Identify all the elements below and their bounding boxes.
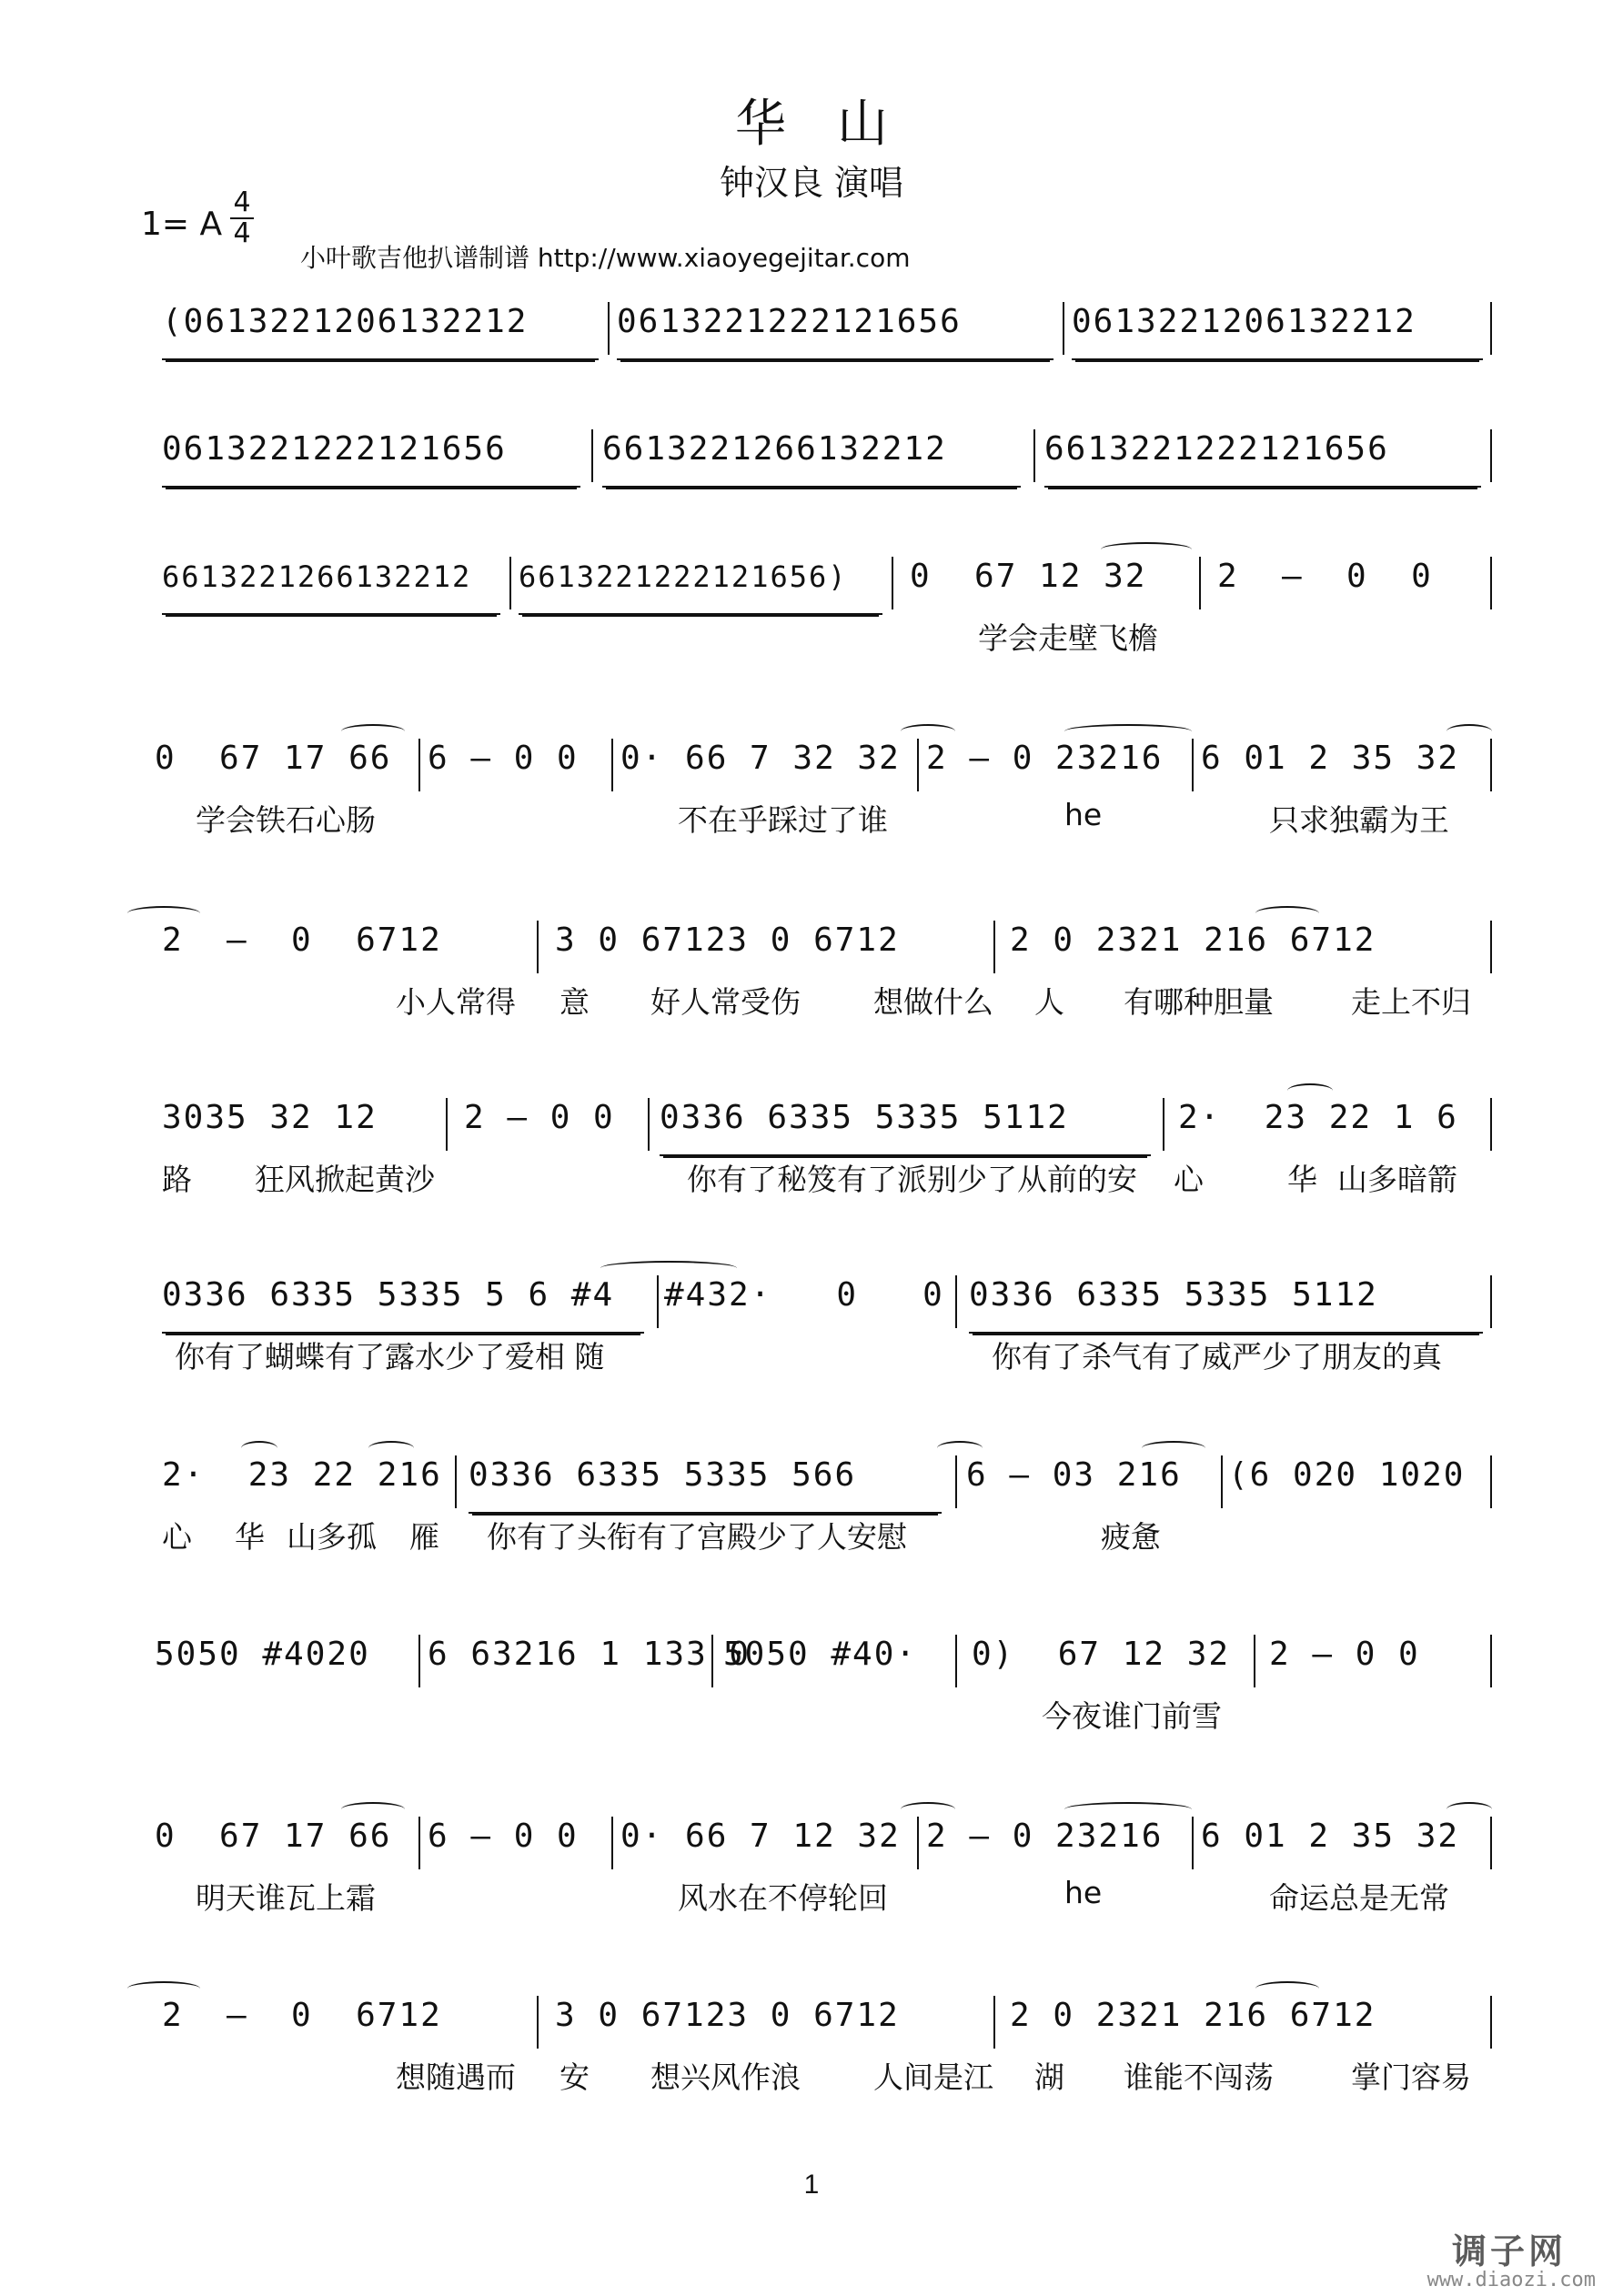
lyric: 山多孤: [287, 1519, 377, 1555]
lyric: 心: [162, 1519, 192, 1555]
lyric: 学会铁石心肠: [196, 802, 376, 838]
measure-group: 0 67 17 66: [155, 1818, 392, 1855]
lyric: 有哪种胆量: [1124, 984, 1274, 1020]
measure-group: 0336 6335 5335 5 6 #4: [162, 1274, 644, 1334]
measure-group: 0336 6335 5335 566: [469, 1454, 942, 1514]
measure-group: 0 67 12 32: [910, 558, 1147, 595]
measure-group: 2 — 0 6712: [162, 921, 442, 959]
lyric: 风水在不停轮回: [678, 1880, 888, 1916]
lyric: 想做什么: [873, 984, 993, 1020]
measure-group: 6 — 0 0: [428, 1818, 579, 1855]
score-row-4: [155, 737, 1492, 838]
lyric: 意: [559, 984, 590, 1020]
lyric: 华: [235, 1519, 265, 1555]
lyric: 谁能不闯荡: [1124, 2059, 1274, 2095]
measure-group: 2 — 0 0: [1269, 1636, 1420, 1673]
song-title: 华山: [735, 95, 939, 154]
lyric: 雁: [409, 1519, 439, 1555]
measure-group: 0 67 17 66: [155, 740, 392, 777]
time-signature: [230, 186, 254, 249]
score-row-3: [155, 555, 1492, 656]
score-row-11: [155, 1994, 1492, 2095]
lyric: 你有了秘笈有了派别少了从前的安: [687, 1162, 1137, 1197]
score-row-2: [155, 428, 1492, 486]
score-row-8: [155, 1454, 1492, 1555]
measure-group: 6613221222121656): [519, 555, 882, 615]
score-row-7: [155, 1274, 1492, 1375]
measure-group: 2 0 2321 216 6712: [1010, 921, 1376, 959]
lyric: 人间是江: [873, 2059, 993, 2095]
score-row-6: [155, 1096, 1492, 1197]
measure-group: 6 01 2 35 32: [1201, 1818, 1460, 1855]
lyric: 山多暗箭: [1337, 1162, 1457, 1197]
lyric: 只求独霸为王: [1269, 802, 1449, 838]
measure-group: 2 — 0 23216: [926, 740, 1164, 777]
score-row-5: [155, 919, 1492, 1020]
measure-group: 3 0 67123 0 6712: [555, 921, 900, 959]
lyric: 人: [1034, 984, 1064, 1020]
measure-group: 2 0 2321 216 6712: [1010, 1997, 1376, 2034]
score-row-1: [155, 300, 1492, 358]
measure-group: 2 — 0 23216: [926, 1818, 1164, 1855]
measure-group: 3035 32 12: [162, 1099, 378, 1136]
lyric: 想随遇而: [396, 2059, 516, 2095]
score-row-9: [155, 1633, 1492, 1734]
measure-group: 6613221266132212: [602, 428, 1021, 488]
lyric: 你有了头衔有了宫殿少了人安慰: [487, 1519, 907, 1555]
measure-group: 6613221266132212: [162, 555, 500, 615]
singer-credit: 钟汉良 演唱: [719, 163, 904, 203]
measure-group: 6 01 2 35 32: [1201, 740, 1460, 777]
measure-group: 2· 23 22 216: [162, 1456, 442, 1494]
measure-group: 0· 66 7 12 32: [620, 1818, 901, 1855]
lyric: 好人常受伤: [650, 984, 801, 1020]
lyric: 狂风掀起黄沙: [255, 1162, 435, 1197]
measure-group: 2 — 0 0: [464, 1099, 615, 1136]
watermark-url: www.diaozi.com: [1426, 2269, 1596, 2291]
lyric: 学会走壁飞檐: [978, 620, 1158, 656]
measure-group: 6613221222121656: [1044, 428, 1481, 488]
lyric: 今夜谁门前雪: [1042, 1698, 1222, 1734]
lyric: 疲惫: [1101, 1519, 1161, 1555]
measure-group: 2· 23 22 1 6: [1178, 1099, 1458, 1136]
measure-group: 6 63216 1 133 0: [428, 1636, 751, 1673]
measure-group: 5050 #40·: [723, 1636, 918, 1673]
lyric: 心: [1174, 1162, 1204, 1197]
lyric: 路: [162, 1162, 192, 1197]
transcriber-credit: 小叶歌吉他扒谱制谱 http://www.xiaoyegejitar.com: [300, 243, 911, 273]
score-row-10: [155, 1815, 1492, 1916]
measure-group: 0336 6335 5335 5112: [660, 1096, 1151, 1156]
lyric: 明天谁瓦上霜: [196, 1880, 376, 1916]
measure-group: 6 — 0 0: [428, 740, 579, 777]
measure-group: 2 — 0 0: [1217, 558, 1433, 595]
measure-group: 0613221222121656: [162, 428, 580, 488]
measure-group: (0613221206132212: [162, 300, 599, 360]
lyric: 不在乎踩过了谁: [678, 802, 888, 838]
lyric: 你有了蝴蝶有了露水少了爱相 随: [175, 1339, 605, 1375]
measure-group: 3 0 67123 0 6712: [555, 1997, 900, 2034]
measure-group: 2 — 0 6712: [162, 1997, 442, 2034]
lyric: he: [1064, 797, 1103, 832]
measure-group: 6 — 03 216: [966, 1456, 1182, 1494]
measure-group: 5050 #4020: [155, 1636, 370, 1673]
time-denominator: 4: [233, 217, 251, 249]
lyric: 小人常得: [396, 984, 516, 1020]
lyric: 安: [559, 2059, 590, 2095]
lyric: 走上不归: [1351, 984, 1471, 1020]
measure-group: 0613221206132212: [1072, 300, 1483, 360]
lyric: 你有了杀气有了威严少了朋友的真: [992, 1339, 1442, 1375]
watermark-brand: 调子网: [1451, 2231, 1567, 2271]
lyric: 湖: [1034, 2059, 1064, 2095]
measure-group: 0) 67 12 32: [972, 1636, 1231, 1673]
lyric: 命运总是无常: [1269, 1880, 1449, 1916]
lyric: 想兴风作浪: [650, 2059, 801, 2095]
lyric: 华: [1287, 1162, 1317, 1197]
time-numerator: 4: [233, 186, 251, 218]
key-signature: 1= A: [141, 206, 223, 243]
measure-group: 0613221222121656: [617, 300, 1053, 360]
lyric: 掌门容易: [1351, 2059, 1471, 2095]
page-number: 1: [803, 2170, 820, 2200]
lyric: he: [1064, 1875, 1103, 1910]
measure-group: (6 020 1020: [1228, 1456, 1466, 1494]
measure-group: 0336 6335 5335 5112: [969, 1274, 1483, 1334]
measure-group: #432· 0 0: [664, 1276, 944, 1314]
measure-group: 0· 66 7 32 32: [620, 740, 901, 777]
